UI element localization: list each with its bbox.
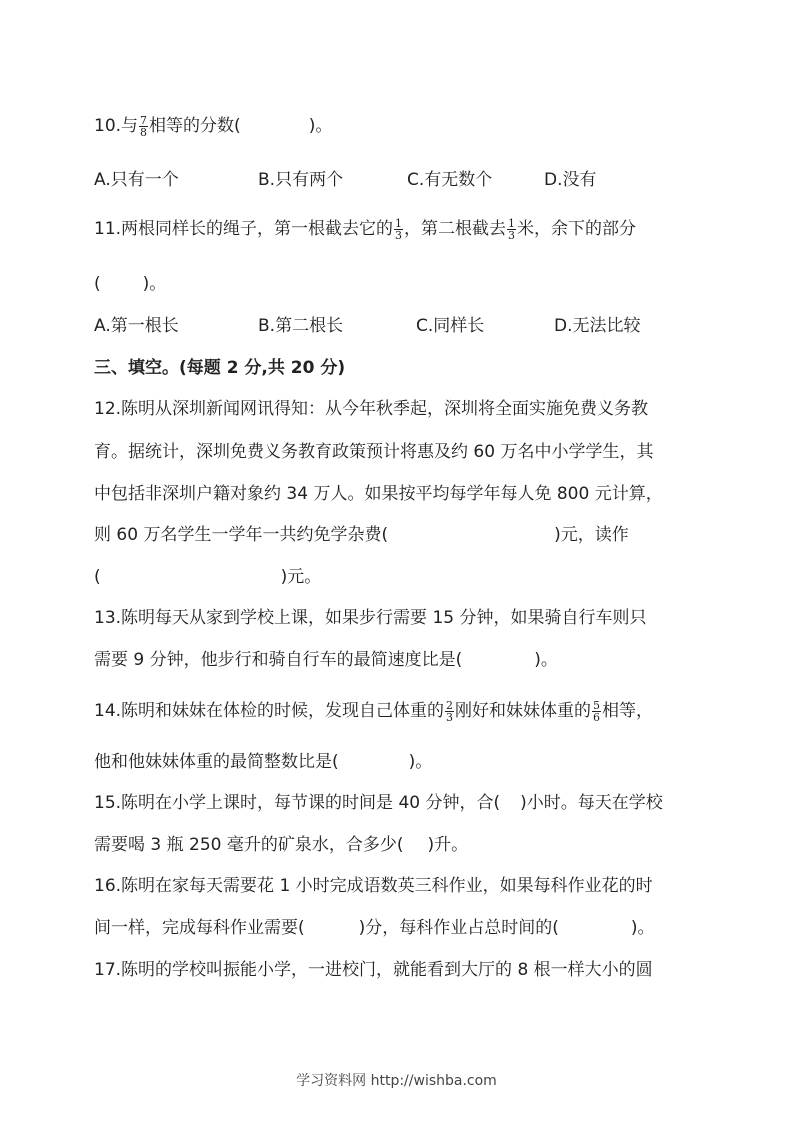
q11-frac2-num: 1 [508, 216, 516, 230]
q11-fraction-2 [507, 218, 516, 241]
q10-frac-num: 7 [140, 113, 148, 127]
q11-stem [94, 217, 636, 241]
q16-line-2-c: )。 [630, 918, 655, 938]
q14-frac1-den: 3 [446, 710, 454, 724]
q11-fraction-1 [394, 218, 403, 241]
q12-line-4-b: )元，读作 [554, 525, 629, 545]
q10-close: )。 [308, 116, 333, 136]
q15-line-1 [94, 791, 663, 815]
q10-option-d[interactable]: D.没有 [544, 170, 597, 190]
q12-line-3: 中包括非深圳户籍对象约 34 万人。如果按平均每学年每人免 800 元计算， [94, 484, 663, 504]
q11-answer-line [94, 272, 166, 296]
q15-line-2-a: 需要喝 3 瓶 250 毫升的矿泉水，合多少( [94, 835, 404, 855]
q14-line-2-a: 他和他妹妹体重的最简整数比是( [94, 752, 339, 772]
q10-option-b[interactable]: B.只有两个 [258, 170, 344, 190]
q11-suffix: 米，余下的部分 [517, 219, 637, 239]
q14-fraction-1 [445, 700, 454, 723]
q12-line-4-a: 则 60 万名学生一学年一共约免学杂费( [94, 525, 389, 545]
q14-a: 14.陈明和妹妹在体检的时候，发现自己体重的 [94, 701, 445, 721]
q14-line-2 [94, 750, 432, 774]
q11-option-b[interactable]: B.第二根长 [258, 316, 344, 336]
q14-c: 相等， [602, 701, 654, 721]
q13-line-2-a: 需要 9 分钟，他步行和骑自行车的最简速度比是( [94, 650, 463, 670]
q16-line-2-b: )分，每科作业占总时间的( [358, 918, 559, 938]
q16-line-2-a: 间一样，完成每科作业需要( [94, 918, 305, 938]
q14-line-2-b: )。 [408, 752, 433, 772]
q16-line-1: 16.陈明在家每天需要花 1 小时完成语数英三科作业，如果每科作业花的时 [94, 876, 653, 896]
q11-prefix: 11.两根同样长的绳子，第一根截去它的 [94, 219, 394, 239]
q14-frac2-den: 6 [593, 710, 601, 724]
q10-prefix: 10.与 [94, 116, 139, 136]
q12-line-5-a: ( [94, 567, 101, 587]
q15-line-2-b: )升。 [427, 835, 469, 855]
q11-frac1-den: 3 [395, 228, 403, 242]
q13-line-2-b: )。 [534, 650, 558, 670]
q11-middle: ，第二根截去 [404, 219, 507, 239]
q10-frac-den: 8 [140, 125, 148, 139]
q14-b: 刚好和妹妹体重的 [455, 701, 592, 721]
q13-line-2 [94, 648, 558, 672]
q12-line-1: 12.陈明从深圳新闻网讯得知：从今年秋季起，深圳将全面实施免费义务教 [94, 399, 649, 419]
q10-suffix: 相等的分数( [149, 116, 241, 136]
q10-stem [94, 114, 332, 138]
q10-fraction [139, 115, 148, 138]
q15-line-1-b: )小时。每天在学校 [520, 793, 663, 813]
q11-option-c[interactable]: C.同样长 [416, 316, 485, 336]
q11-frac2-den: 3 [508, 228, 516, 242]
q11-close: )。 [142, 274, 167, 294]
q14-fraction-2 [592, 700, 601, 723]
q10-option-a[interactable]: A.只有一个 [94, 170, 179, 190]
q12-line-5-b: )元。 [280, 567, 322, 587]
q16-line-2 [94, 916, 655, 940]
q12-line-2: 育。据统计，深圳免费义务教育政策预计将惠及约 60 万名中小学学生，其 [94, 442, 654, 462]
q15-line-2 [94, 833, 468, 857]
q11-option-a[interactable]: A.第一根长 [94, 316, 179, 336]
section-3-heading: 三、填空。(每题 2 分,共 20 分) [94, 358, 346, 378]
q17-line-1: 17.陈明的学校叫振能小学，一进校门，就能看到大厅的 8 根一样大小的圆 [94, 960, 653, 980]
q14-frac1-num: 2 [446, 698, 454, 712]
q11-option-d[interactable]: D.无法比较 [554, 316, 641, 336]
q13-line-1: 13.陈明每天从家到学校上课，如果步行需要 15 分钟，如果骑自行车则只 [94, 608, 647, 628]
q12-line-4 [94, 523, 629, 547]
page-footer: 学习资料网 http://wishba.com [296, 1073, 497, 1089]
q10-option-c[interactable]: C.有无数个 [407, 170, 493, 190]
q14-line-1 [94, 699, 653, 723]
q11-open: ( [94, 274, 101, 294]
q11-frac1-num: 1 [395, 216, 403, 230]
q15-line-1-a: 15.陈明在小学上课时，每节课的时间是 40 分钟，合( [94, 793, 501, 813]
q14-frac2-num: 5 [593, 698, 601, 712]
q12-line-5 [94, 565, 321, 589]
